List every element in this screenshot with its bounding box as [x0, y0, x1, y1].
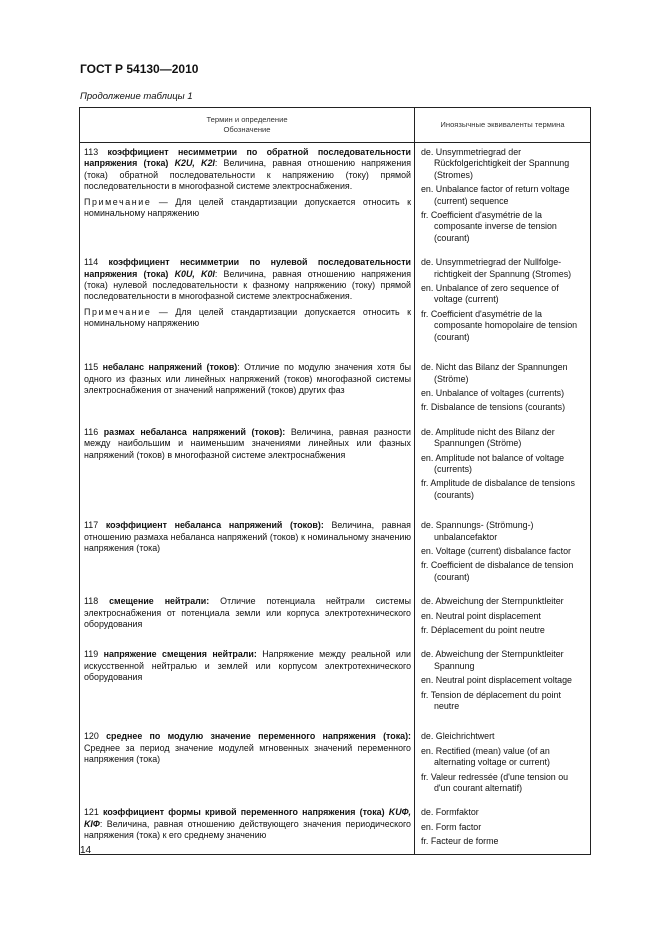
term-cell: [80, 143, 415, 248]
equivalent-term: de. Gleichrichtwert: [421, 731, 495, 742]
definition-text: : Отличие по модулю значения хотя бы одного из фазных или линейных напряжений (токов) многофазной системы электроснабжения от значений напряжений (токов) других фаз: [84, 362, 412, 395]
equivalent-term: de. Abweichung der Sternpunktleiter: [421, 596, 564, 607]
term-header-line2: Обозначение: [223, 125, 271, 134]
equivalents-cell: [415, 715, 591, 797]
term-name: коэффициент небаланса напряжений (токов):: [105, 520, 324, 531]
equivalent-term: de. Formfaktor: [421, 807, 479, 818]
equivalents-cell: [415, 586, 591, 639]
equivalent-term: en. Unbalance of voltages (currents): [421, 387, 565, 398]
term-symbol: K2U, K2I: [174, 158, 215, 169]
table-row: [80, 143, 591, 248]
term-number: 117: [84, 520, 99, 531]
equivalents-cell: [415, 346, 591, 417]
term-name: коэффициент несимметрии по обратной последовательности напряжения (тока): [84, 147, 411, 169]
term-cell: [80, 346, 415, 417]
table-header-row: [80, 108, 591, 143]
equivalent-term: en. Rectified (mean) value (of an alternating voltage or current): [421, 745, 550, 768]
equivalent-term: fr. Facteur de forme: [421, 836, 499, 847]
note-label: Примечание: [84, 306, 152, 317]
equivalents-cell: [415, 143, 591, 248]
definition-text: : Величина, равная отношению действующего значения периодического напряжения (тока) к его среднему значению: [84, 818, 411, 841]
equivalents-cell: [415, 417, 591, 504]
note-text: — Для целей стандартизации допускается относить к номинальному напряжению: [84, 306, 411, 329]
definition-text: : Величина, равная отношению напряжения (тока) нулевой последовательности к фазному напряжению (току) прямой последовательности в многофазной системе электроснабжения.: [84, 268, 412, 302]
term-header-line1: Термин и определение: [206, 115, 288, 124]
equivalent-term: en. Neutral point displacement voltage: [421, 675, 572, 686]
note-label: Примечание: [84, 196, 152, 207]
term-definition: [84, 427, 411, 461]
term-definition: [84, 596, 411, 630]
term-number: 120: [84, 731, 99, 742]
term-number: 113: [84, 147, 99, 157]
term-name: напряжение смещения нейтрали:: [103, 649, 257, 660]
equivalents-column-header: Иноязычные эквиваленты термина: [415, 108, 591, 143]
table-row: [80, 417, 591, 504]
equivalent-term: de. Abweichung der Sternpunktleiter Spannung: [421, 649, 564, 671]
table-row: [80, 586, 591, 639]
equivalent-term: fr. Coefficient d'asymétrie de la composante homopolaire de tension (courant): [421, 308, 578, 342]
table-row: [80, 639, 591, 715]
term-number: 118: [84, 596, 99, 607]
term-column-header: [80, 108, 415, 143]
term-definition: [84, 649, 411, 683]
table-end-cell: [415, 851, 591, 855]
term-cell: [80, 417, 415, 504]
equivalent-term: en. Neutral point displacement: [421, 610, 541, 621]
equivalent-term: en. Form factor: [421, 821, 482, 832]
note-text: — Для целей стандартизации допускается относить к номинальному напряжению: [84, 196, 411, 219]
term-cell: [80, 639, 415, 715]
definition-text: Отличие потенциала нейтрали системы электроснабжения от потенциала земли или корпуса электротехнического оборудования: [84, 596, 412, 629]
equivalent-term: fr. Déplacement du point neutre: [421, 625, 545, 635]
table-continuation-label: Продолжение таблицы 1: [80, 91, 193, 102]
definition-text: Среднее за период значение модулей мгновенных значений переменного напряжения (тока): [84, 742, 411, 765]
term-cell: [80, 797, 415, 850]
table-row: [80, 715, 591, 797]
equivalent-term: de. Unsymmetriegrad der Rückfolgerichtigkeit der Spannung (Stromes): [421, 147, 570, 180]
term-symbol: K0U, K0I: [174, 268, 215, 279]
page-number: 14: [80, 845, 92, 856]
table-end-row: [80, 851, 591, 855]
term-name: среднее по модулю значение переменного напряжения (тока):: [106, 731, 411, 742]
term-cell: [80, 715, 415, 797]
equivalents-cell: [415, 504, 591, 586]
term-symbol: KUФ, KIФ: [84, 807, 412, 829]
definition-text: : Величина, равная отношению напряжения (тока) обратной последовательности к напряжению (току) прямой последовательности в многофазной системе электроснабжения.: [84, 158, 412, 192]
table-row: [80, 247, 591, 346]
equivalent-term: fr. Valeur redressée (d'une tension ou d'un courant alternatif): [421, 771, 569, 794]
equivalent-term: de. Unsymmetriegrad der Nullfolge-richtigkeit der Spannung (Stromes): [421, 257, 572, 279]
equivalents-cell: [415, 797, 591, 850]
term-definition: [84, 257, 411, 303]
equivalent-term: de. Spannungs- (Strömung-) unbalancefaktor: [421, 520, 534, 542]
equivalent-term: en. Unbalance factor of return voltage (current) sequence: [421, 184, 570, 206]
term-number: 121: [84, 807, 99, 818]
term-name: размах небаланса напряжений (токов):: [103, 426, 286, 437]
term-definition: [84, 147, 411, 193]
table-row: [80, 797, 591, 850]
term-cell: [80, 586, 415, 639]
term-number: 115: [84, 362, 99, 373]
document-code: ГОСТ Р 54130—2010: [80, 62, 199, 76]
equivalent-term: fr. Coefficient d'asymétrie de la composante inverse de tension (courant): [421, 210, 557, 243]
term-name: небаланс напряжений (токов): [102, 362, 238, 373]
equivalent-term: fr. Coefficient de disbalance de tension (courant): [421, 560, 574, 582]
equivalent-term: fr. Tension de déplacement du point neutre: [421, 689, 561, 712]
term-number: 114: [84, 257, 99, 268]
equivalents-cell: [415, 247, 591, 346]
term-note: [84, 307, 411, 330]
terms-table: [79, 107, 591, 855]
equivalent-term: en. Unbalance of zero sequence of voltage (current): [421, 283, 559, 305]
definition-text: Напряжение между реальной или искусственной нейтралью и землей или корпусом электротехнического оборудования: [84, 649, 412, 683]
term-cell: [80, 504, 415, 586]
equivalent-term: fr. Disbalance de tensions (courants): [421, 402, 566, 413]
term-number: 119: [84, 649, 99, 660]
term-name: смещение нейтрали:: [109, 596, 210, 607]
equivalent-term: fr. Amplitude de disbalance de tensions (courants): [421, 478, 575, 500]
term-cell: [80, 247, 415, 346]
definition-text: Величина, равная отношению размаха небаланса напряжений (токов) к номинальному значению напряжения (тока): [84, 520, 411, 553]
term-name: коэффициент формы кривой переменного напряжения (тока): [103, 807, 385, 818]
table-row: [80, 346, 591, 417]
equivalent-term: de. Nicht das Bilanz der Spannungen (Ströme): [421, 362, 568, 384]
term-definition: [84, 731, 411, 765]
equivalent-term: en. Amplitude not balance of voltage (currents): [421, 452, 565, 474]
table-row: [80, 504, 591, 586]
table-end-cell: [80, 851, 415, 855]
term-definition: [84, 807, 411, 841]
term-definition: [84, 362, 411, 396]
term-number: 116: [84, 426, 99, 437]
term-name: коэффициент несимметрии по нулевой последовательности напряжения (тока): [84, 257, 411, 279]
equivalents-cell: [415, 639, 591, 715]
definition-text: Величина, равная разности между наибольшим и наименьшим значениями линейных или фазных напряжений (токов) в многофазной системе электроснабжения: [84, 426, 411, 460]
term-note: [84, 197, 411, 220]
term-definition: [84, 520, 411, 554]
equivalent-term: en. Voltage (current) disbalance factor: [421, 545, 571, 556]
equivalent-term: de. Amplitude nicht des Bilanz der Spannungen (Ströme): [421, 426, 555, 449]
